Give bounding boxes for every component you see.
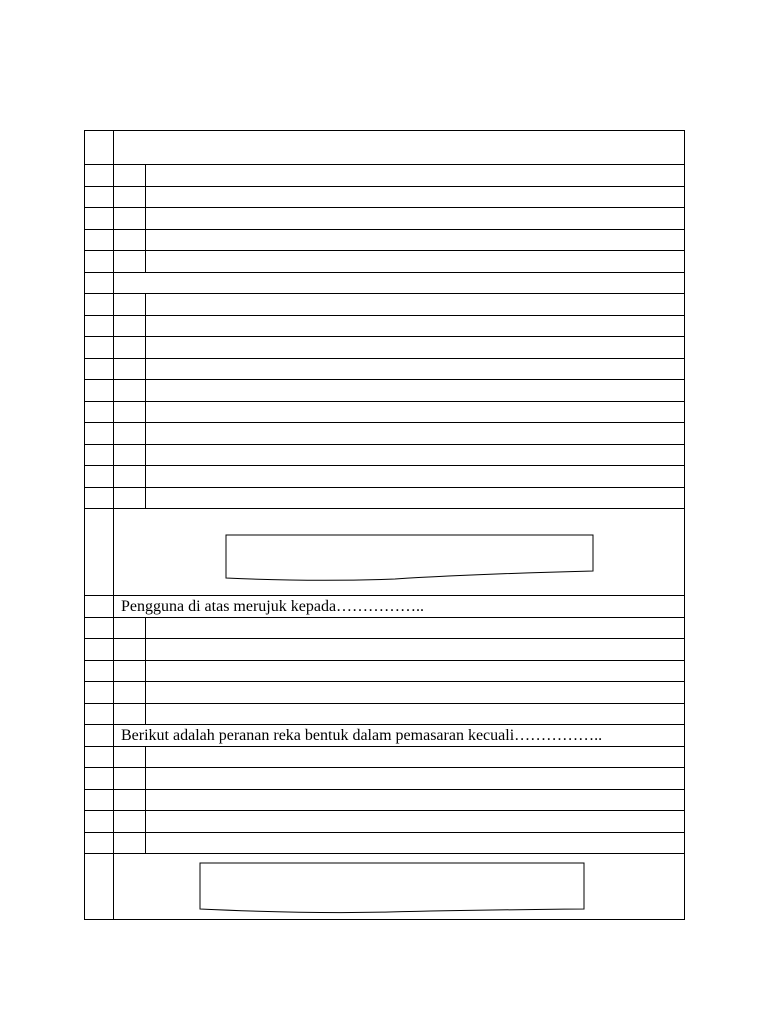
option-letter-cell [114, 445, 146, 465]
option-row [85, 466, 684, 488]
question-header-row [85, 131, 684, 165]
question-number-cell [85, 316, 114, 336]
option-letter-cell [114, 402, 146, 422]
question-number-cell [85, 380, 114, 401]
question-number-cell [85, 273, 114, 293]
option-row [85, 294, 684, 316]
option-letter-cell [114, 423, 146, 444]
document-shape [225, 534, 595, 584]
figure-row [85, 854, 684, 919]
option-row [85, 661, 684, 682]
question-text: Pengguna di atas merujuk kepada…………….. [121, 598, 425, 615]
document-shape [199, 862, 587, 914]
question-number-cell [85, 251, 114, 272]
option-letter-cell [114, 790, 146, 810]
question-number-cell [85, 768, 114, 789]
option-row [85, 790, 684, 811]
option-letter-cell [114, 704, 146, 724]
option-row [85, 230, 684, 251]
question-number-cell [85, 704, 114, 724]
question-row [85, 273, 684, 294]
question-row [85, 596, 684, 618]
option-letter-cell [114, 618, 146, 638]
option-letter-cell [114, 833, 146, 853]
option-row [85, 359, 684, 380]
question-text: Berikut adalah peranan reka bentuk dalam pemasaran kecuali…………….. [121, 727, 603, 744]
option-row [85, 682, 684, 704]
question-number-cell [85, 854, 114, 919]
option-row [85, 251, 684, 273]
option-letter-cell [114, 165, 146, 186]
question-number-cell [85, 230, 114, 250]
option-letter-cell [114, 294, 146, 315]
option-row [85, 618, 684, 639]
option-row [85, 639, 684, 661]
option-letter-cell [114, 466, 146, 487]
option-row [85, 811, 684, 833]
question-number-cell [85, 488, 114, 508]
option-letter-cell [114, 811, 146, 832]
option-letter-cell [114, 208, 146, 229]
option-row [85, 747, 684, 768]
option-letter-cell [114, 661, 146, 681]
option-row [85, 316, 684, 337]
option-letter-cell [114, 337, 146, 358]
question-number-cell [85, 187, 114, 207]
figure-row [85, 509, 684, 596]
question-number-cell [85, 833, 114, 853]
question-number-cell [85, 208, 114, 229]
question-number-cell [85, 445, 114, 465]
option-row [85, 187, 684, 208]
question-number-cell [85, 359, 114, 379]
question-number-cell [85, 509, 114, 595]
option-row [85, 165, 684, 187]
option-letter-cell [114, 768, 146, 789]
question-number-cell [85, 790, 114, 810]
question-number-cell [85, 618, 114, 638]
question-number-cell [85, 466, 114, 487]
question-number-cell [85, 725, 114, 746]
question-number-cell [85, 596, 114, 617]
option-row [85, 445, 684, 466]
question-table [84, 130, 685, 920]
option-letter-cell [114, 230, 146, 250]
option-row [85, 208, 684, 230]
option-row [85, 337, 684, 359]
question-number-cell [85, 294, 114, 315]
question-row [85, 725, 684, 747]
option-letter-cell [114, 639, 146, 660]
question-number-cell [85, 811, 114, 832]
question-number-cell [85, 423, 114, 444]
option-row [85, 423, 684, 445]
question-number-cell [85, 131, 114, 164]
option-row [85, 768, 684, 790]
question-number-cell [85, 402, 114, 422]
option-letter-cell [114, 682, 146, 703]
question-number-cell [85, 165, 114, 186]
option-letter-cell [114, 316, 146, 336]
option-row [85, 380, 684, 402]
question-number-cell [85, 682, 114, 703]
question-number-cell [85, 747, 114, 767]
question-number-cell [85, 639, 114, 660]
question-number-cell [85, 337, 114, 358]
option-letter-cell [114, 747, 146, 767]
option-letter-cell [114, 488, 146, 508]
option-row [85, 704, 684, 725]
option-row [85, 402, 684, 423]
question-number-cell [85, 661, 114, 681]
option-row [85, 488, 684, 509]
option-letter-cell [114, 359, 146, 379]
option-letter-cell [114, 187, 146, 207]
option-row [85, 833, 684, 854]
option-letter-cell [114, 380, 146, 401]
option-letter-cell [114, 251, 146, 272]
